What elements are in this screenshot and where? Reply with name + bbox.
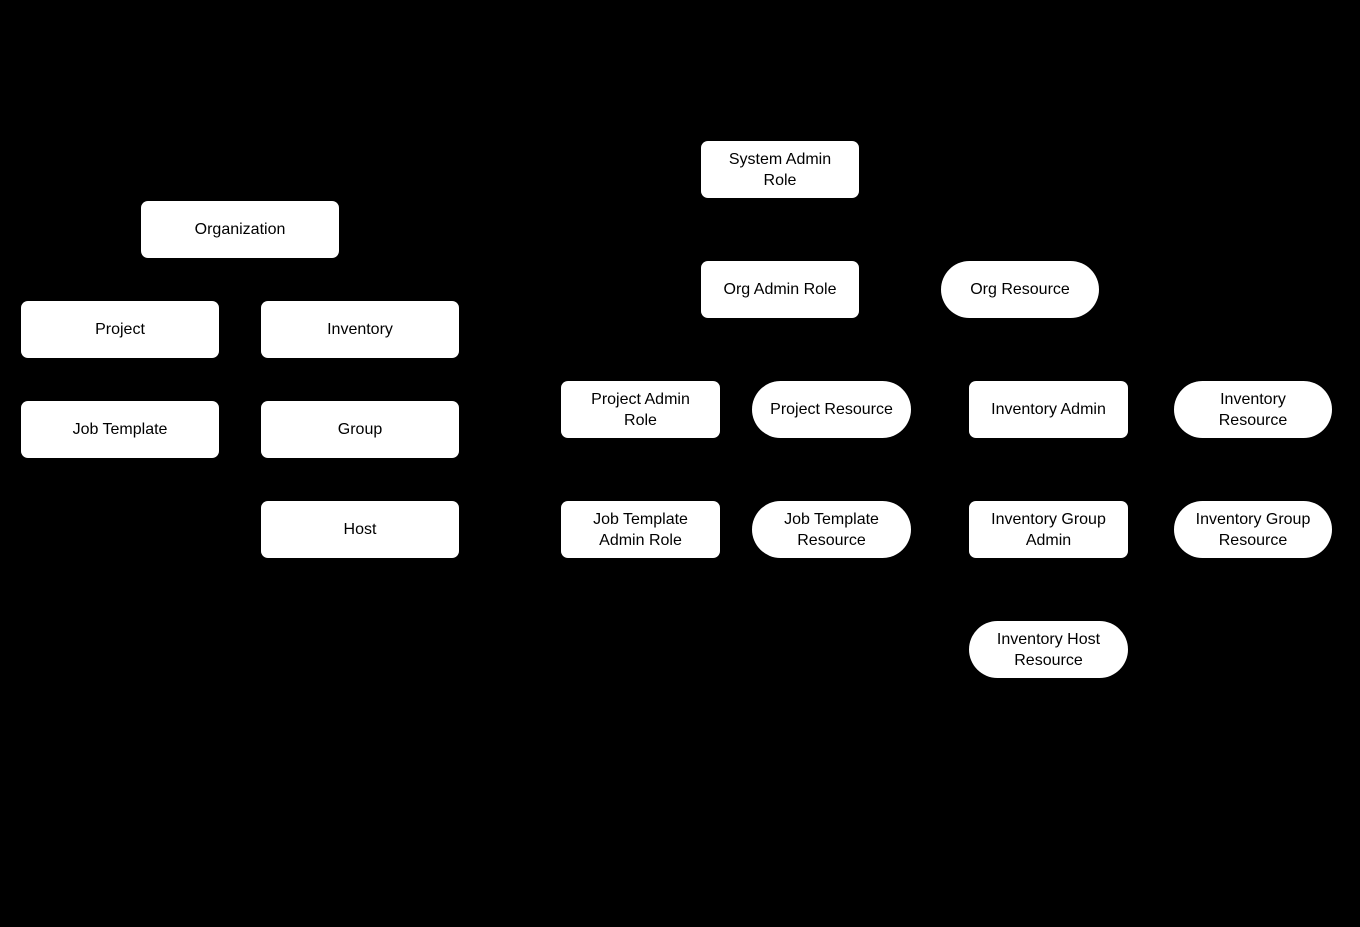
node-inventory-host-resource xyxy=(969,621,1128,678)
node-label-line: Job Template xyxy=(784,510,879,528)
node-host xyxy=(261,501,459,558)
node-label-line: Inventory Group xyxy=(991,510,1106,528)
node-label-line: Host xyxy=(343,521,377,538)
node-label-line: Inventory Admin xyxy=(991,401,1106,418)
node-group xyxy=(261,401,459,458)
node-label-line: Group xyxy=(337,421,383,438)
node-label-line: Inventory xyxy=(327,321,393,338)
node-label-line: Role xyxy=(763,171,797,189)
node-inventory-resource xyxy=(1174,381,1332,438)
node-label-line: Inventory Host xyxy=(996,630,1101,648)
node-inventory-admin xyxy=(969,381,1128,438)
node-label-line: System Admin xyxy=(728,150,832,168)
node-label-line: Project Admin xyxy=(591,390,690,408)
node-label-line: Role xyxy=(624,411,657,429)
node-job-template-resource xyxy=(752,501,911,558)
node-label-line: Resource xyxy=(1218,411,1288,429)
node-label-line: Admin Role xyxy=(599,531,682,549)
node-project xyxy=(21,301,219,358)
node-inventory xyxy=(261,301,459,358)
node-job-template-admin-role xyxy=(561,501,720,558)
node-label-line: Resource xyxy=(1014,651,1083,669)
node-label-line: Inventory xyxy=(1220,390,1286,408)
node-label-line: Job Template xyxy=(72,421,168,438)
node-org-admin-role xyxy=(701,261,859,318)
node-inventory-group-resource xyxy=(1174,501,1332,558)
node-label-line: Project Resource xyxy=(770,401,893,418)
node-label-line: Admin xyxy=(1025,531,1072,549)
node-label-line: Organization xyxy=(194,221,286,238)
node-label-line: Org Admin Role xyxy=(723,281,837,298)
node-label-line: Resource xyxy=(1218,531,1288,549)
node-inventory-group-admin xyxy=(969,501,1128,558)
node-organization xyxy=(141,201,339,258)
node-label-line: Resource xyxy=(797,531,866,549)
node-label-line: Job Template xyxy=(593,510,688,528)
node-label-line: Inventory Group xyxy=(1195,510,1311,528)
node-project-admin-role xyxy=(561,381,720,438)
node-job-template xyxy=(21,401,219,458)
node-label-line: Project xyxy=(95,321,145,338)
node-project-resource xyxy=(752,381,911,438)
node-org-resource xyxy=(941,261,1099,318)
node-system-admin-role xyxy=(701,141,859,198)
node-label-line: Org Resource xyxy=(970,281,1070,298)
